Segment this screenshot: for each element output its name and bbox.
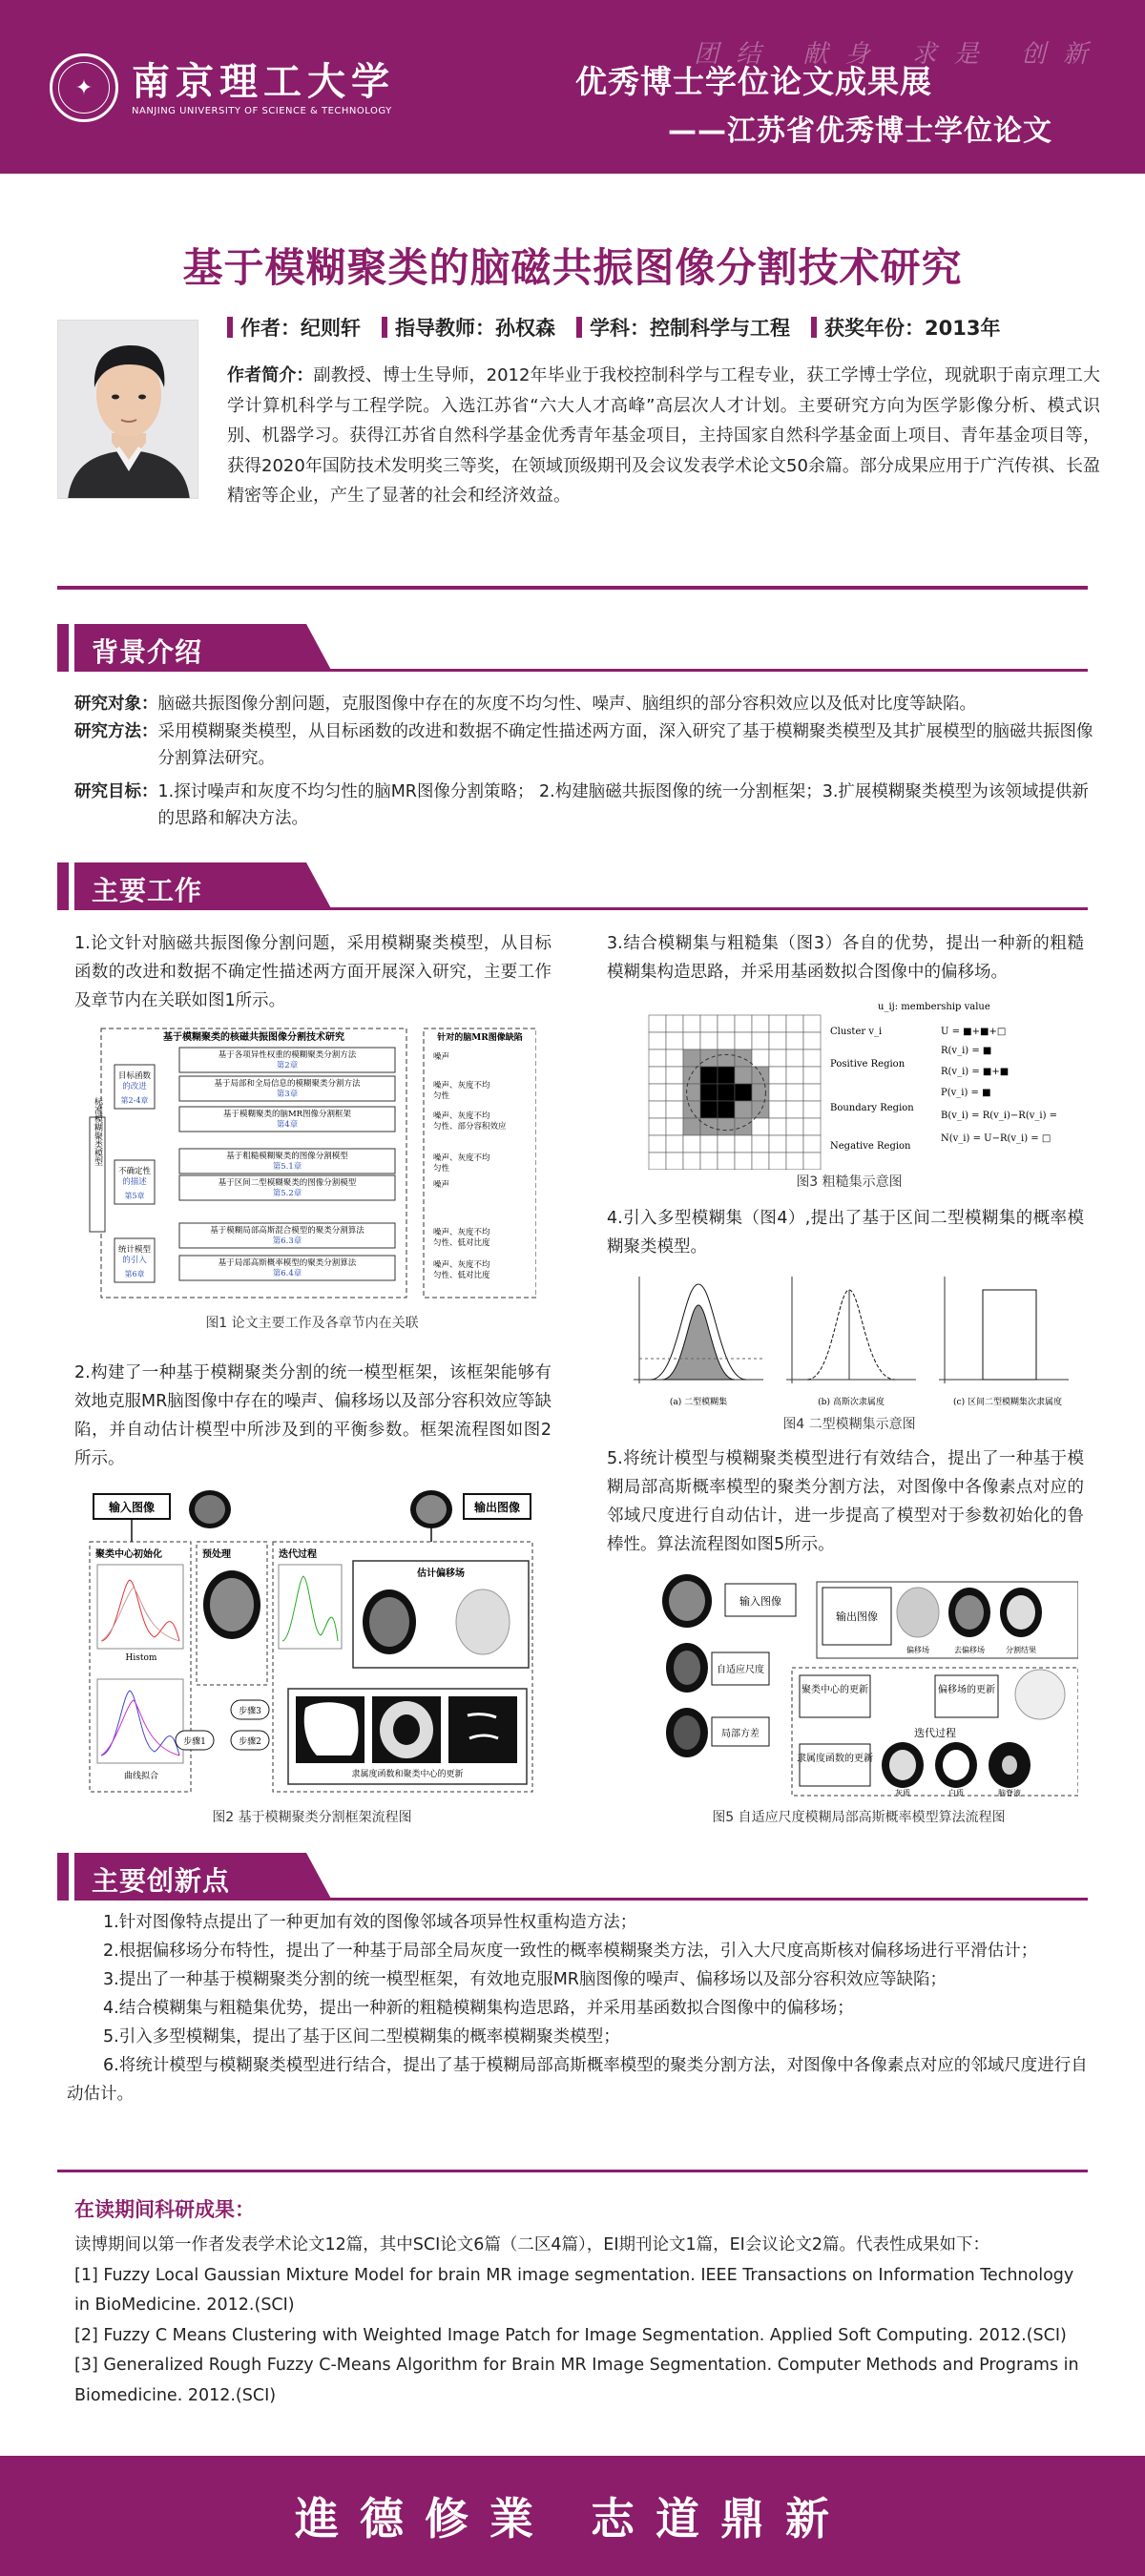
fig5-output: 输出图像 bbox=[836, 1610, 878, 1623]
fig3-boundary: Boundary Region bbox=[830, 1103, 914, 1113]
fig5-mem-label-2: 白质 bbox=[948, 1789, 964, 1797]
fig1-group-label: 统计模型 bbox=[117, 1245, 152, 1255]
fig3-grid-cell bbox=[683, 1067, 700, 1084]
divider-results bbox=[57, 2170, 1088, 2172]
work-p2: 2.构建了一种基于模糊聚类分割的统一模型框架，该框架能够有效地克服MR脑图像中存在的噪声、偏移场以及部分容积效应等缺陷，并自动估计模型中所涉及到的平衡参数。框架流程图如图2所示。 bbox=[74, 1363, 552, 1468]
fig3-grid-cell bbox=[803, 1118, 821, 1135]
fig3-grid-cell bbox=[735, 1135, 752, 1153]
fig3-grid-cell bbox=[718, 1118, 735, 1135]
fig3-grid-cell bbox=[752, 1118, 769, 1135]
section-mainwork-line bbox=[315, 907, 1088, 910]
caption-fig1: 图1 论文主要工作及各章节内在关联 bbox=[205, 1316, 419, 1331]
result-item: [3] Generalized Rough Fuzzy C-Means Algorithm for Brain MR Image Segmentation. Computer Methods and Programs in Biomedicine. 2012.(SCI) bbox=[74, 2356, 1079, 2405]
fig3-eq5: B(v_i) = R(v_i)−R(v_i) = ■ bbox=[941, 1111, 1059, 1121]
fig1-item-label: 第3章 bbox=[276, 1090, 299, 1099]
work-p4: 4.引入多型模糊集（图4）,提出了基于区间二型模糊集的概率模糊聚类模型。 bbox=[607, 1209, 1084, 1257]
fig1-title: 基于模糊聚类的核磁共振图像分割技术研究 bbox=[163, 1032, 344, 1043]
fig3-grid-cell bbox=[752, 1135, 769, 1153]
background-method: 研究方法： 采用模糊聚类模型，从目标函数的改进和数据不确定性描述两方面，深入研究了基于模糊聚类模型及其扩展模型的脑磁共振图像分割算法研究。 bbox=[74, 721, 1093, 768]
meta-advisor: 指导教师：孙权森 bbox=[382, 313, 555, 342]
fig5-out-label-2: 去偏移场 bbox=[954, 1646, 985, 1654]
fig3-grid-cell bbox=[666, 1067, 683, 1084]
fig3-grid-cell bbox=[786, 1135, 803, 1153]
author-photo bbox=[57, 320, 198, 499]
fig3-grid-cell bbox=[718, 1101, 735, 1118]
fig3-grid-cell bbox=[769, 1101, 786, 1118]
fig3-membership: u_ij: membership value bbox=[878, 1002, 990, 1012]
fig5-adaptive: 自适应尺度 bbox=[717, 1665, 764, 1675]
fig3-negative: Negative Region bbox=[830, 1141, 911, 1152]
fig3-grid-cell bbox=[683, 1049, 700, 1067]
fig1-group-label: 的描述 bbox=[122, 1177, 147, 1187]
fig3-grid-cell bbox=[752, 1015, 769, 1032]
fig1-group-label: 的改进 bbox=[122, 1082, 147, 1091]
fig1-defect-label: 匀性、部分容积效应 bbox=[433, 1122, 507, 1132]
fig3-grid-cell bbox=[649, 1101, 666, 1118]
fig4-label-b: (b) 高斯次隶属度 bbox=[818, 1398, 885, 1407]
fig3-grid-cell bbox=[700, 1118, 718, 1135]
fig3-grid-cell bbox=[786, 1067, 803, 1084]
fig1-defect-label: 噪声、灰度不均 bbox=[433, 1081, 490, 1091]
meta-discipline: 学科：控制科学与工程 bbox=[576, 313, 790, 342]
fig3-grid-cell bbox=[666, 1118, 683, 1135]
fig3-grid-cell bbox=[752, 1032, 769, 1049]
fig3-grid-cell bbox=[786, 1032, 803, 1049]
fig3-grid-cell bbox=[718, 1153, 735, 1170]
fig1-defect-label: 噪声、灰度不均 bbox=[433, 1228, 490, 1237]
exhibit-subtitle: ——江苏省优秀博士学位论文 bbox=[668, 114, 1052, 148]
fig1-item-label: 第6.3章 bbox=[272, 1236, 302, 1246]
university-seal-icon: ✦ bbox=[50, 53, 118, 122]
fig1-group-chapter: 第5章 bbox=[124, 1192, 145, 1200]
fig3-grid-cell bbox=[769, 1067, 786, 1084]
results-list bbox=[74, 2231, 1086, 2411]
fig3-grid-cell bbox=[683, 1101, 700, 1118]
fig5-local: 局部方差 bbox=[721, 1729, 760, 1739]
fig3-grid-cell bbox=[700, 1032, 718, 1049]
fig2-init: 聚类中心初始化 bbox=[95, 1549, 162, 1560]
fig1-group-label: 不确定性 bbox=[117, 1167, 152, 1176]
section-innovation-line bbox=[315, 1898, 1088, 1901]
fig3-eq1: U = ■+■+□ bbox=[941, 1027, 1007, 1037]
figure-2 bbox=[88, 1488, 536, 1794]
fig3-grid-cell bbox=[735, 1101, 752, 1118]
meta-year: 获奖年份：2013年 bbox=[811, 313, 1000, 342]
university-name-cn: 南京理工大学 bbox=[132, 58, 395, 104]
innovation-item: 2.根据偏移场分布特性，提出了一种基于局部全局灰度一致性的概率模糊聚类方法，引入大尺度高斯核对偏移场进行平滑估计； bbox=[103, 1942, 1038, 1961]
innovation-item: 5.引入多型模糊集，提出了基于区间二型模糊集的概率模糊聚类模型； bbox=[103, 2027, 620, 2046]
fig3-grid-cell bbox=[683, 1153, 700, 1170]
author-meta bbox=[227, 313, 1114, 342]
fig3-grid-cell bbox=[649, 1015, 666, 1032]
fig3-grid-cell bbox=[683, 1118, 700, 1135]
fig1-group-label: 目标函数 bbox=[117, 1071, 152, 1081]
fig1-item-label: 基于模糊聚类的脑MR图像分割框架 bbox=[222, 1110, 352, 1119]
fig1-item-label: 基于各项异性权重的模糊聚类分割方法 bbox=[218, 1050, 357, 1060]
background-goal: 研究目标： 1.探讨噪声和灰度不均匀性的脑MR图像分割策略； 2.构建脑磁共振图像的统一分割框架；3.扩展模糊聚类模型为该领域提供新的思路和解决方法。 bbox=[74, 781, 1089, 828]
thesis-title: 基于模糊聚类的脑磁共振图像分割技术研究 bbox=[182, 244, 963, 291]
fig1-defect-label: 噪声 bbox=[433, 1052, 450, 1062]
fig3-grid-cell bbox=[700, 1049, 718, 1067]
fig2-histo: Histom bbox=[125, 1653, 157, 1663]
fig2-output: 输出图像 bbox=[473, 1501, 521, 1514]
fig3-grid-cell bbox=[718, 1135, 735, 1153]
fig2-curve: 曲线拟合 bbox=[123, 1772, 159, 1781]
fig5-out-label-3: 分割结果 bbox=[1006, 1646, 1036, 1654]
fig2-input: 输入图像 bbox=[108, 1501, 156, 1514]
fig1-defect-label: 匀性、低对比度 bbox=[433, 1271, 490, 1280]
fig3-grid-cell bbox=[700, 1153, 718, 1170]
fig1-item-label: 第5.2章 bbox=[272, 1189, 302, 1198]
work-p5: 5.将统计模型与模糊聚类模型进行有效结合，提出了一种基于模糊局部高斯概率模型的聚类分割方法，对图像中各像素点对应的邻域尺度进行自动估计，进一步提高了模型对于参数初始化的鲁棒性。算法流程图如图5所示。 bbox=[607, 1449, 1084, 1554]
fig3-grid-cell bbox=[803, 1101, 821, 1118]
background-object: 研究对象： 脑磁共振图像分割问题，克服图像中存在的灰度不均匀性、噪声、脑组织的部分容积效应以及低对比度等缺陷。 bbox=[74, 695, 976, 714]
fig2-bias: 估计偏移场 bbox=[417, 1568, 465, 1579]
fig3-grid-cell bbox=[735, 1015, 752, 1032]
fig1-item-label: 第6.4章 bbox=[272, 1269, 302, 1278]
fig1-defect-label: 噪声 bbox=[433, 1180, 450, 1190]
fig5-mem-label-1: 灰质 bbox=[895, 1789, 910, 1797]
fig1-item-label: 第2章 bbox=[276, 1061, 299, 1070]
fig3-grid-cell bbox=[700, 1084, 718, 1101]
results-title: 在读期间科研成果： bbox=[74, 2198, 255, 2221]
fig3-grid-cell bbox=[735, 1084, 752, 1101]
fig3-grid-cell bbox=[803, 1067, 821, 1084]
fig3-grid-cell bbox=[666, 1101, 683, 1118]
fig3-grid-cell bbox=[649, 1067, 666, 1084]
caption-fig2: 图2 基于模糊聚类分割框架流程图 bbox=[212, 1810, 412, 1825]
fig3-grid-cell bbox=[683, 1084, 700, 1101]
fig3-grid-cell bbox=[803, 1049, 821, 1067]
results-summary: 读博期间以第一作者发表学术论文12篇，其中SCI论文6篇（二区4篇），EI期刊论文1篇，EI会议论文2篇。代表性成果如下： bbox=[74, 2235, 989, 2254]
meta-author: 作者：纪则轩 bbox=[227, 313, 361, 342]
author-intro: 作者简介：副教授、博士生导师，2012年毕业于我校控制科学与工程专业，获工学博士学位，现就职于南京理工大学计算机科学与工程学院。入选江苏省“六大人才高峰”高层次人才计划。主要研究方向为医学影像分析、模式识别、机器学习。获得江苏省自然科学基金优秀青年基金项目，主持国家自然科学基金面上项目、青年基金项目等，获得2020年国防技术发明奖三等奖，在领域顶级期刊及会议发表学术论文50余篇。部分成果应用于广汽传祺、长盈精密等企业，产生了显著的社会和经济效益。 bbox=[227, 365, 1100, 506]
fig3-grid-cell bbox=[649, 1118, 666, 1135]
fig3-grid-cell bbox=[683, 1032, 700, 1049]
fig3-grid-cell bbox=[649, 1135, 666, 1153]
fig3-grid-cell bbox=[803, 1015, 821, 1032]
fig2-step3: 步骤3 bbox=[239, 1707, 261, 1716]
fig3-grid-cell bbox=[666, 1049, 683, 1067]
innovation-item: 3.提出了一种基于模糊聚类分割的统一模型框架，有效地克服MR脑图像的噪声、偏移场以及部分容积效应等缺陷； bbox=[103, 1970, 947, 1989]
fig1-group-chapter: 第6章 bbox=[124, 1270, 145, 1278]
fig3-grid-cell bbox=[786, 1101, 803, 1118]
fig5-iter: 迭代过程 bbox=[914, 1727, 956, 1739]
fig3-grid-cell bbox=[752, 1084, 769, 1101]
fig3-grid-cell bbox=[752, 1153, 769, 1170]
figure-3 bbox=[639, 998, 1059, 1170]
fig2-bottom: 隶属度函数和聚类中心的更新 bbox=[351, 1770, 464, 1779]
fig3-grid-cell bbox=[735, 1049, 752, 1067]
fig3-grid-cell bbox=[666, 1015, 683, 1032]
fig3-grid-cell bbox=[803, 1032, 821, 1049]
university-name-en: NANJING UNIVERSITY OF SCIENCE & TECHNOLOGY bbox=[132, 105, 392, 116]
caption-fig3: 图3 粗糙集示意图 bbox=[796, 1174, 903, 1190]
fig2-iter: 迭代过程 bbox=[279, 1549, 317, 1560]
fig3-grid-cell bbox=[769, 1135, 786, 1153]
fig3-grid-cell bbox=[803, 1135, 821, 1153]
fig3-grid-cell bbox=[649, 1084, 666, 1101]
fig3-grid-cell bbox=[752, 1049, 769, 1067]
fig3-eq4: P(v_i) = ■ bbox=[941, 1088, 991, 1098]
fig3-grid-cell bbox=[786, 1118, 803, 1135]
caption-fig4: 图4 二型模糊集示意图 bbox=[782, 1417, 916, 1432]
result-item: [1] Fuzzy Local Gaussian Mixture Model for brain MR image segmentation. IEEE Transactions on Information Technology in BioMedicine. 2012.(SCI) bbox=[74, 2265, 1074, 2315]
fig1-item-label: 第4章 bbox=[276, 1120, 299, 1130]
fig3-grid-cell bbox=[718, 1049, 735, 1067]
innovation-item: 4.结合模糊集与粗糙集优势，提出一种新的粗糙模糊集构造思路，并采用基函数拟合图像中的偏移场； bbox=[103, 1999, 854, 2018]
figure-4 bbox=[620, 1267, 1078, 1410]
exhibit-title: 优秀博士学位论文成果展 bbox=[575, 63, 932, 100]
fig3-grid-cell bbox=[769, 1118, 786, 1135]
fig2-step2: 步骤2 bbox=[239, 1737, 261, 1747]
fig5-bias: 偏移场的更新 bbox=[938, 1685, 995, 1695]
fig1-defect-label: 噪声、灰度不均 bbox=[433, 1260, 490, 1270]
fig1-defect-label: 噪声、灰度不均 bbox=[433, 1111, 490, 1121]
fig1-item-label: 第5.1章 bbox=[272, 1162, 302, 1172]
fig3-grid-cell bbox=[769, 1153, 786, 1170]
fig3-grid-cell bbox=[735, 1067, 752, 1084]
fig5-input: 输入图像 bbox=[739, 1595, 781, 1608]
fig3-eq6: N(v_i) = U−R(v_i) = □ bbox=[941, 1133, 1051, 1144]
fig5-center: 聚类中心的更新 bbox=[802, 1685, 868, 1695]
fig2-pre: 预处理 bbox=[202, 1549, 231, 1560]
fig3-grid-cell bbox=[700, 1015, 718, 1032]
header-faint-motto: 团结 献身 求是 创新 bbox=[694, 40, 1105, 69]
fig3-grid-cell bbox=[786, 1015, 803, 1032]
innovation-item: 6.将统计模型与模糊聚类模型进行结合，提出了基于模糊局部高斯概率模型的聚类分割方法，对图像中各像素点对应的邻域尺度进行自动估计。 bbox=[67, 2056, 1088, 2104]
work-p1: 1.论文针对脑磁共振图像分割问题，采用模糊聚类模型，从目标函数的改进和数据不确定性描述两方面开展深入研究，主要工作及章节内在关联如图1所示。 bbox=[74, 934, 552, 1010]
fig3-grid-cell bbox=[803, 1153, 821, 1170]
figure-1 bbox=[88, 1027, 536, 1305]
fig3-grid-cell bbox=[700, 1101, 718, 1118]
header-band bbox=[0, 0, 1145, 174]
fig4-label-c: (c) 区间二型模糊集次隶属度 bbox=[953, 1398, 1062, 1407]
fig3-grid-cell bbox=[649, 1032, 666, 1049]
fig1-side-title: 针对的脑MR图像缺陷 bbox=[437, 1033, 523, 1043]
fig3-grid-cell bbox=[666, 1084, 683, 1101]
fig3-grid-cell bbox=[735, 1153, 752, 1170]
footer-motto: 進德修業 志道鼎新 bbox=[294, 2493, 850, 2545]
background-list bbox=[74, 691, 1095, 833]
fig4-label-a: (a) 二型模糊集 bbox=[669, 1398, 728, 1407]
divider-top bbox=[57, 586, 1088, 590]
fig1-defect-label: 匀性、低对比度 bbox=[433, 1238, 490, 1248]
fig3-grid-cell bbox=[769, 1032, 786, 1049]
fig3-grid-cell bbox=[769, 1015, 786, 1032]
fig3-grid-cell bbox=[683, 1015, 700, 1032]
work-p3: 3.结合模糊集与粗糙集（图3）各自的优势，提出一种新的粗糙模糊集构造思路，并采用基函数拟合图像中的偏移场。 bbox=[607, 934, 1084, 982]
fig3-grid-cell bbox=[718, 1084, 735, 1101]
fig1-group-chapter: 第2-4章 bbox=[120, 1096, 149, 1105]
fig3-grid-cell bbox=[786, 1153, 803, 1170]
fig5-membership: 隶属度函数的更新 bbox=[797, 1754, 873, 1764]
fig3-grid-cell bbox=[803, 1084, 821, 1101]
fig3-grid-cell bbox=[769, 1049, 786, 1067]
fig3-grid-cell bbox=[700, 1135, 718, 1153]
fig1-defect-label: 匀性 bbox=[433, 1091, 450, 1101]
result-item: [2] Fuzzy C Means Clustering with Weighted Image Patch for Image Segmentation. Applied Soft Computing. 2012.(SCI) bbox=[74, 2325, 1067, 2345]
figure-5 bbox=[658, 1572, 1078, 1797]
footer-band bbox=[0, 2456, 1145, 2576]
fig3-grid-cell bbox=[683, 1135, 700, 1153]
innovation-item: 1.针对图像特点提出了一种更加有效的图像邻域各项异性权重构造方法； bbox=[103, 1913, 637, 1932]
fig1-item-label: 基于粗糙模糊聚类的图像分割模型 bbox=[226, 1152, 348, 1161]
fig3-eq2: R(v_i) = ■ bbox=[941, 1046, 992, 1056]
fig3-grid-cell bbox=[735, 1032, 752, 1049]
fig5-mem-label-3: 脑脊液 bbox=[998, 1789, 1021, 1797]
fig1-defect-label: 匀性 bbox=[433, 1164, 450, 1174]
fig1-item-label: 基于模糊局部高斯混合模型的聚类分割算法 bbox=[210, 1226, 364, 1236]
fig3-grid-cell bbox=[786, 1084, 803, 1101]
section-background-line bbox=[315, 669, 1088, 672]
fig3-grid-cell bbox=[718, 1032, 735, 1049]
innovation-list bbox=[67, 1908, 1088, 2109]
fig1-item-label: 基于局部高斯概率模型的聚类分割算法 bbox=[218, 1258, 357, 1268]
university-logo bbox=[50, 53, 395, 122]
fig3-grid-cell bbox=[700, 1067, 718, 1084]
fig3-grid-cell bbox=[666, 1032, 683, 1049]
fig1-item-label: 基于局部和全局信息的模糊聚类分割方法 bbox=[214, 1079, 361, 1089]
fig3-grid-cell bbox=[769, 1084, 786, 1101]
fig3-grid-cell bbox=[718, 1015, 735, 1032]
fig3-eq3: R(v_i) = ■+■ bbox=[941, 1067, 1010, 1077]
fig3-grid-cell bbox=[752, 1067, 769, 1084]
fig1-root: 标准模糊聚类模型 bbox=[93, 1097, 102, 1166]
fig2-step1: 步骤1 bbox=[183, 1737, 206, 1747]
fig3-grid-cell bbox=[649, 1153, 666, 1170]
fig1-item-label: 基于区间二型模糊聚类的图像分割模型 bbox=[218, 1178, 357, 1188]
fig5-out-label-1: 偏移场 bbox=[906, 1646, 929, 1654]
fig3-grid-cell bbox=[786, 1049, 803, 1067]
fig1-group-label: 的引入 bbox=[122, 1256, 147, 1265]
fig3-grid-cell bbox=[649, 1049, 666, 1067]
fig3-positive: Positive Region bbox=[830, 1059, 906, 1070]
fig3-grid-cell bbox=[718, 1067, 735, 1084]
fig3-grid-cell bbox=[666, 1153, 683, 1170]
fig3-grid-cell bbox=[666, 1135, 683, 1153]
fig3-cluster: Cluster v_i bbox=[830, 1027, 883, 1037]
caption-fig5: 图5 自适应尺度模糊局部高斯概率模型算法流程图 bbox=[712, 1810, 1006, 1825]
fig1-defect-label: 噪声、灰度不均 bbox=[433, 1153, 490, 1163]
fig3-grid-cell bbox=[752, 1101, 769, 1118]
